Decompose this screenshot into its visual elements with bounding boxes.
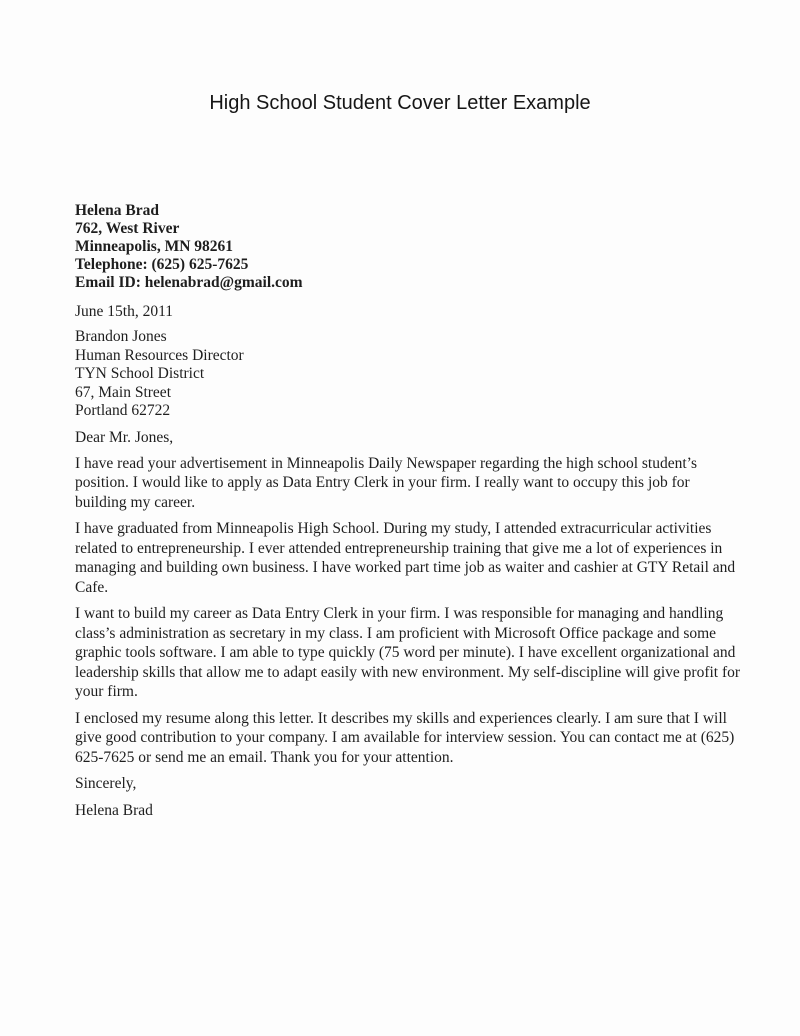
letter-date: June 15th, 2011 — [75, 303, 174, 320]
sender-address-line1: 762, West River — [75, 220, 180, 237]
signature-name: Helena Brad — [75, 801, 153, 819]
paragraph-introduction: I have read your advertisement in Minneapolis Daily Newspaper regarding the high school student’s position. I would like to apply as Data Entry Clerk in your firm. I really want to occupy this job for building my career. — [75, 454, 697, 511]
sender-email: Email ID: helenabrad@gmail.com — [75, 274, 303, 291]
recipient-block — [75, 328, 742, 421]
sender-name: Helena Brad — [75, 202, 159, 219]
document-title: High School Student Cover Letter Example — [209, 92, 591, 114]
recipient-address-line1: 67, Main Street — [75, 383, 171, 401]
recipient-organization: TYN School District — [75, 365, 205, 382]
recipient-job-title: Human Resources Director — [75, 346, 244, 364]
paragraph-skills: I want to build my career as Data Entry Clerk in your firm. I was responsible for managing and handling class’s administration as secretary in my class. I am proficient with Microsoft Office package and some graphic tools software. I am able to type quickly (75 word per minute). I have excellent organizational and leadership skills that allow me to adapt easily with new environment. My self-discipline will give profit for your firm. — [75, 605, 741, 700]
recipient-name: Brandon Jones — [75, 328, 167, 345]
sender-telephone: Telephone: (625) 625-7625 — [75, 256, 249, 273]
recipient-address-line2: Portland 62722 — [75, 402, 171, 419]
closing: Sincerely, — [75, 775, 137, 792]
sender-block — [75, 202, 742, 292]
letter-body — [0, 202, 800, 820]
paragraph-closing-remarks: I enclosed my resume along this letter. It describes my skills and experiences clearly. I am sure that I will give good contribution to your company. I am available for interview session. You can contact me at (625) 625-7625 or send me an email. Thank you for your attention. — [75, 709, 735, 766]
sender-address-line2: Minneapolis, MN 98261 — [75, 238, 234, 255]
salutation: Dear Mr. Jones, — [75, 428, 174, 446]
paragraph-education: I have graduated from Minneapolis High School. During my study, I attended extracurricular activities related to entrepreneurship. I ever attended entrepreneurship training that give me a lot of experiences in managing and building own business. I have worked part time job as waiter and cashier at GTY Retail and Cafe. — [75, 520, 736, 596]
